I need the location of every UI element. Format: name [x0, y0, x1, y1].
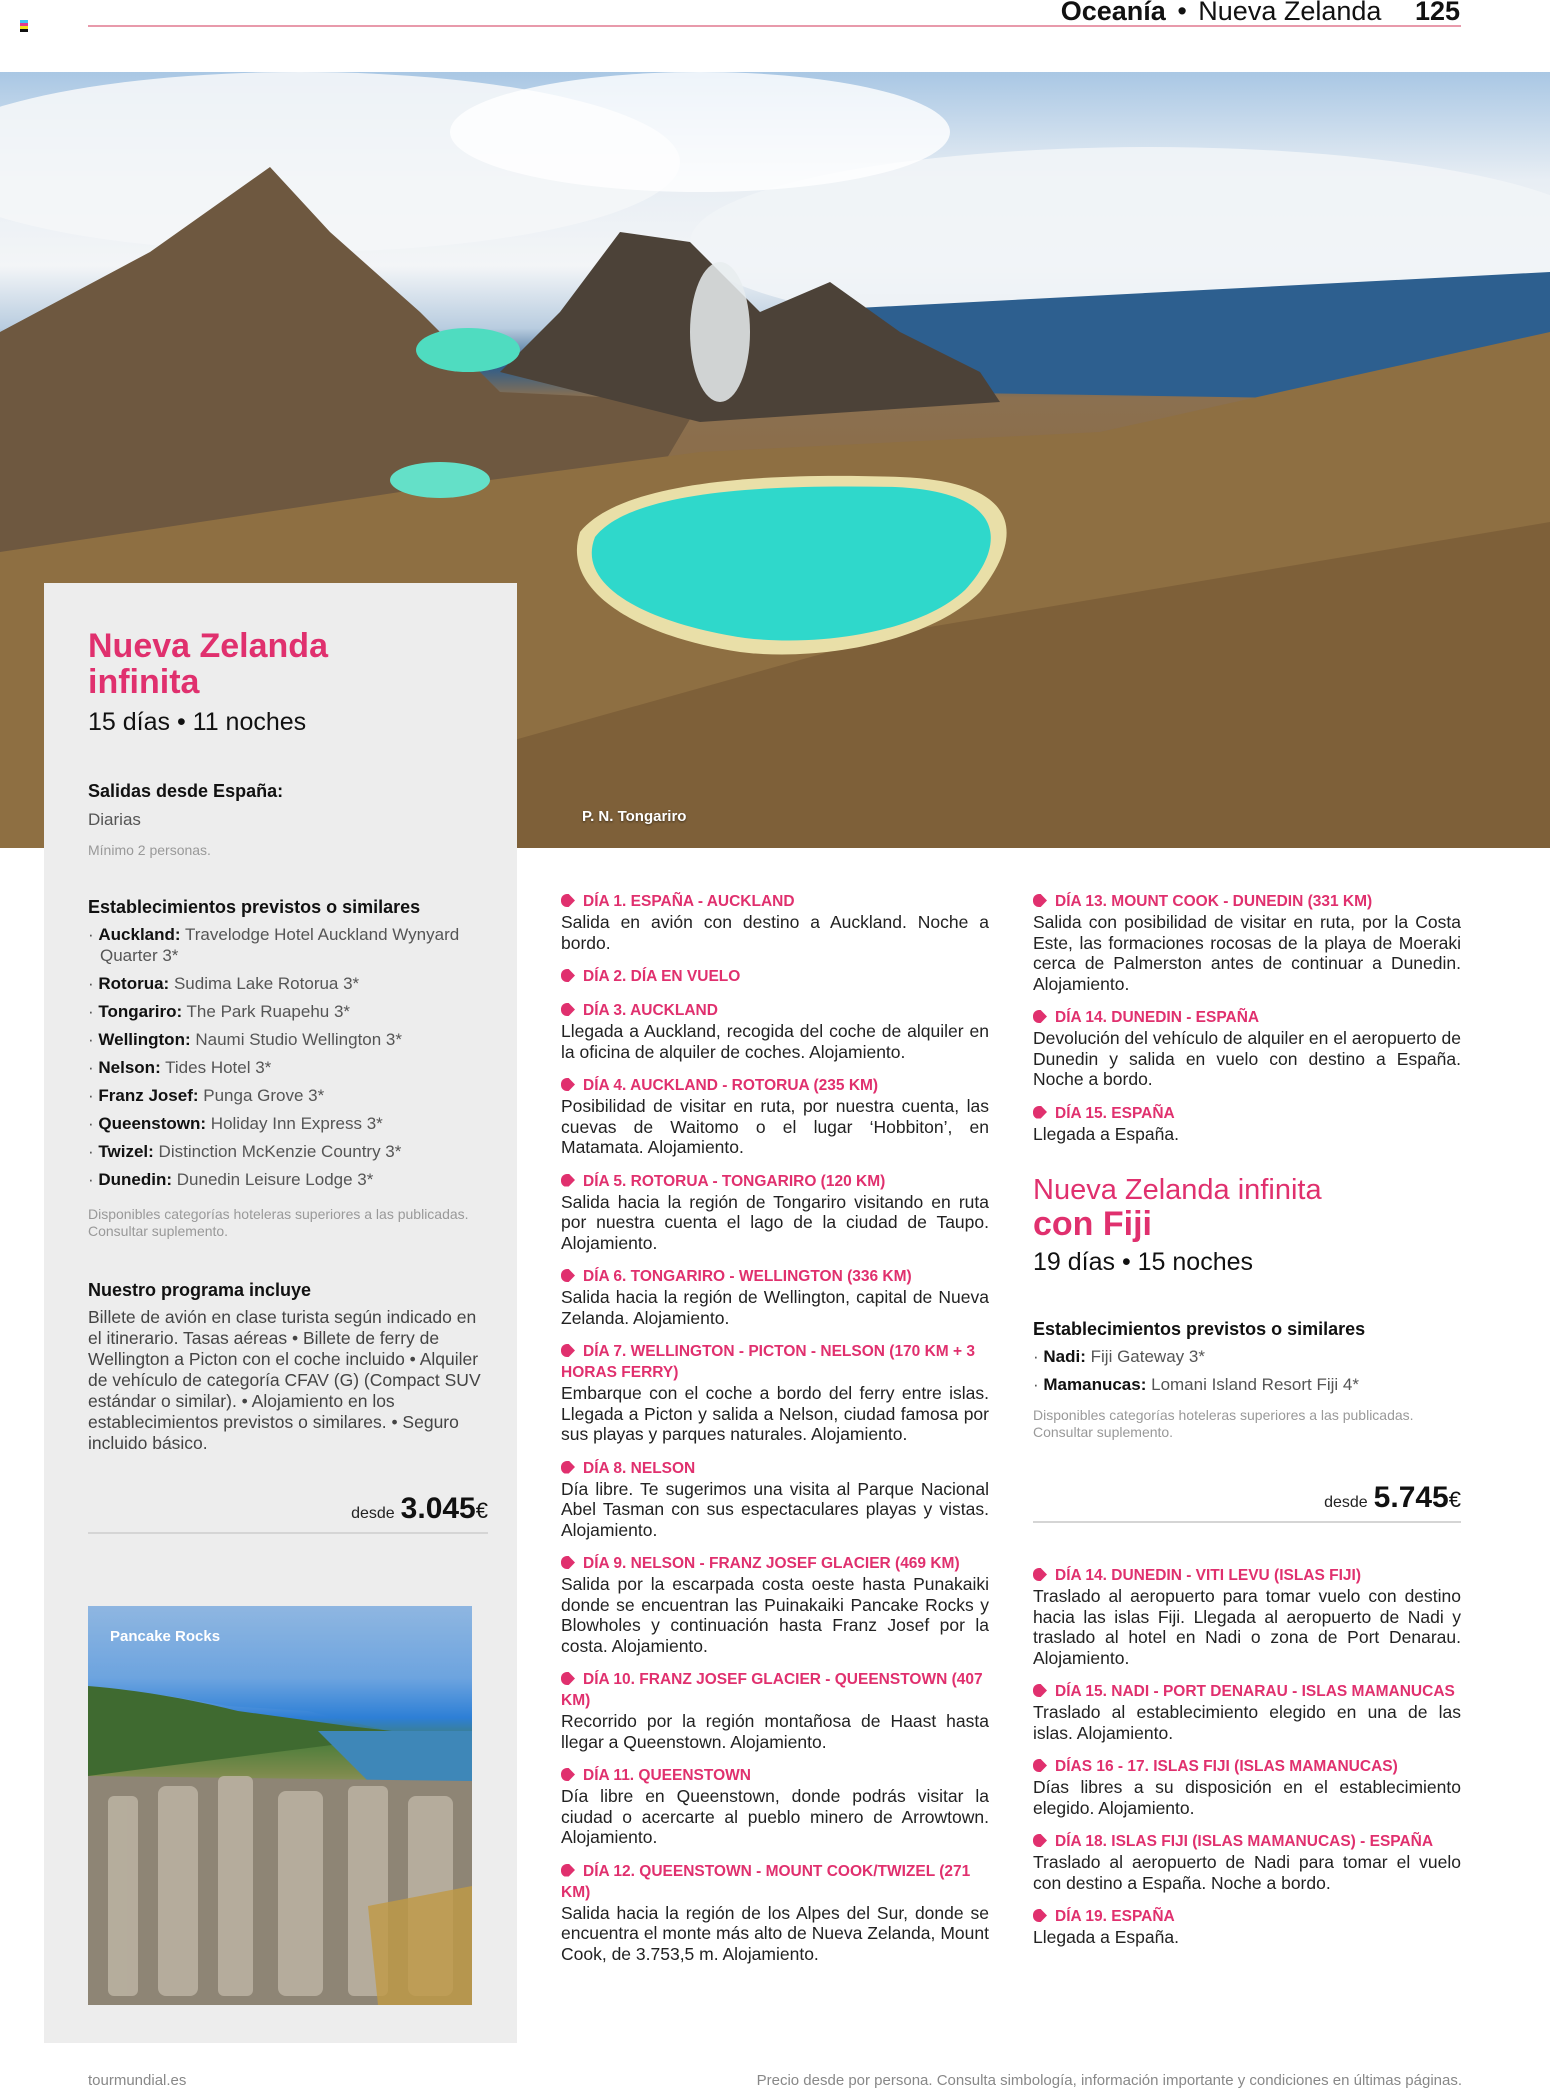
day-description: Llegada a España.	[1033, 1927, 1179, 1947]
day-description: Salida hacia la región de Wellington, capital de Nueva Zelanda. Alojamiento.	[561, 1287, 989, 1328]
itinerary-day	[1033, 1756, 1461, 1818]
fiji-extension	[1033, 1174, 1461, 1948]
itinerary-day	[561, 1765, 989, 1848]
day-description: Día libre en Queenstown, donde podrás visitar la ciudad o acercarte al pueblo minero de Arrowtown. Alojamiento.	[561, 1786, 989, 1847]
day-description: Salida con posibilidad de visitar en ruta, por la Costa Este, las formaciones rocosas de la playa de Moeraki cerca de Palmerston antes de continuar a Dunedin. Alojamiento.	[1033, 912, 1461, 994]
pin-marker-icon	[1033, 1106, 1047, 1119]
hotel-item: · Dunedin: Dunedin Leisure Lodge 3*	[88, 1170, 374, 1189]
day-description: Recorrido por la región montañosa de Haast hasta llegar a Queenstown. Alojamiento.	[561, 1711, 989, 1752]
pin-marker-icon	[561, 1672, 575, 1685]
day-description: Traslado al establecimiento elegido en una de las islas. Alojamiento.	[1033, 1702, 1461, 1743]
day-title: DÍA 11. QUEENSTOWN	[583, 1767, 751, 1784]
day-title: DÍA 5. ROTORUA - TONGARIRO (120 KM)	[583, 1172, 886, 1190]
hotel-item: · Nelson: Tides Hotel 3*	[88, 1058, 272, 1077]
hotel-city: Rotorua:	[98, 974, 170, 993]
pin-marker-icon	[1033, 1568, 1047, 1581]
pin-marker-icon	[1033, 894, 1047, 907]
itinerary-column-2	[1033, 891, 1461, 1961]
day-description: Día libre. Te sugerimos una visita al Parque Nacional Abel Tasman con sus espectaculares playas y vistas. Alojamiento.	[561, 1478, 989, 1540]
pin-marker-icon	[561, 1461, 575, 1474]
price-row	[88, 1492, 488, 1534]
hotel-item: · Twizel: Distinction McKenzie Country 3*	[88, 1142, 402, 1161]
price-currency: €	[475, 1498, 488, 1523]
hotel-city: Mamanucas:	[1043, 1375, 1147, 1394]
footer-website: tourmundial.es	[88, 2072, 187, 2089]
itinerary-day	[561, 891, 989, 953]
itinerary-day	[561, 1266, 989, 1328]
pancake-caption: Pancake Rocks	[110, 1628, 221, 1645]
pin-marker-icon	[561, 969, 575, 982]
itinerary-day	[1033, 1831, 1461, 1893]
trip-title-line1: Nueva Zelanda	[88, 627, 328, 665]
includes-heading: Nuestro programa incluye	[88, 1280, 312, 1300]
pin-marker-icon	[1033, 1684, 1047, 1697]
price-amount: 3.045	[400, 1492, 476, 1525]
fiji-itinerary	[1033, 1565, 1461, 1948]
day-title: DÍA 2. DÍA EN VUELO	[583, 968, 741, 985]
fiji-title-line1: Nueva Zelanda infinita	[1033, 1174, 1322, 1206]
day-title: DÍA 1. ESPAÑA - AUCKLAND	[583, 893, 795, 910]
footer-disclaimer: Precio desde por persona. Consulta simbología, información importante y condiciones en últimas páginas.	[756, 2072, 1462, 2089]
hotel-name: Travelodge Hotel Auckland Wynyard Quarter 3*	[100, 925, 460, 965]
pin-marker-icon	[561, 1864, 575, 1877]
hero-caption: P. N. Tongariro	[582, 808, 687, 825]
price-currency: €	[1448, 1487, 1461, 1512]
fiji-duration: 19 días • 15 noches	[1033, 1248, 1254, 1276]
itinerary-day	[561, 1458, 989, 1541]
hotels-note: Disponibles categorías hoteleras superiores a las publicadas. Consultar suplemento.	[88, 1206, 469, 1239]
hotel-name: Distinction McKenzie Country 3*	[158, 1142, 402, 1161]
fiji-hotel-list	[1033, 1346, 1461, 1395]
price-amount: 5.745	[1373, 1481, 1449, 1514]
day-title: DÍA 9. NELSON - FRANZ JOSEF GLACIER (469 KM)	[583, 1555, 960, 1572]
print-color-marks	[20, 20, 28, 32]
hotel-city: Nadi:	[1043, 1347, 1086, 1366]
pancake-rocks-illustration	[88, 1606, 472, 2005]
hotel-name: Punga Grove 3*	[203, 1086, 325, 1105]
fiji-price-row	[1033, 1481, 1461, 1523]
page-header	[1061, 0, 1460, 27]
day-description: Salida hacia la región de Tongariro visitando en ruta por nuestra cuenta el lago de la ciudad de Taupo. Alojamiento.	[561, 1191, 989, 1253]
day-title: DÍAS 16 - 17. ISLAS FIJI (ISLAS MAMANUCAS)	[1055, 1758, 1398, 1775]
day-title: DÍA 14. DUNEDIN - ESPAÑA	[1055, 1009, 1260, 1026]
hotel-item: · Nadi: Fiji Gateway 3*	[1033, 1347, 1205, 1366]
pin-marker-icon	[1033, 1759, 1047, 1772]
day-description: Llegada a Auckland, recogida del coche de alquiler en la oficina de alquiler de coches. Alojamiento.	[561, 1021, 989, 1062]
day-title: DÍA 3. AUCKLAND	[583, 1002, 718, 1019]
minimum-people-note: Mínimo 2 personas.	[88, 842, 211, 858]
hotel-name: Dunedin Leisure Lodge 3*	[176, 1170, 374, 1189]
fiji-title-line2: con Fiji	[1033, 1205, 1152, 1243]
itinerary-day	[561, 1553, 989, 1656]
itinerary-day	[1033, 1103, 1461, 1145]
price-prefix: desde	[351, 1505, 395, 1522]
trip-title-line2: infinita	[88, 663, 200, 701]
itinerary-day	[561, 1669, 989, 1752]
itinerary-column-1	[561, 891, 989, 1977]
pin-marker-icon	[1033, 1909, 1047, 1922]
itinerary-day	[561, 1000, 989, 1062]
day-description: Salida por la escarpada costa oeste hasta Punakaiki donde se encuentran las Puinakaiki Pancake Rocks y Blowholes y continuación hasta Franz Josef por la costa. Alojamiento.	[561, 1574, 989, 1656]
hotel-item: · Queenstown: Holiday Inn Express 3*	[88, 1114, 383, 1133]
itinerary-day	[561, 966, 989, 987]
itinerary-day	[1033, 891, 1461, 994]
itinerary-day	[561, 1171, 989, 1254]
photo-pancake-rocks	[88, 1606, 472, 2005]
day-description: Salida en avión con destino a Auckland. Noche a bordo.	[561, 912, 989, 953]
day-title: DÍA 13. MOUNT COOK - DUNEDIN (331 KM)	[1055, 893, 1373, 910]
day-title: DÍA 15. ESPAÑA	[1055, 1104, 1175, 1122]
hotels-heading: Establecimientos previstos o similares	[88, 897, 421, 917]
pin-marker-icon	[1033, 1834, 1047, 1847]
itinerary-day	[1033, 1007, 1461, 1090]
day-title: DÍA 18. ISLAS FIJI (ISLAS MAMANUCAS) - ESPAÑA	[1055, 1833, 1434, 1850]
hotel-name: Sudima Lake Rotorua 3*	[173, 974, 360, 993]
day-title: DÍA 10. FRANZ JOSEF GLACIER - QUEENSTOWN (407 KM)	[561, 1671, 983, 1709]
itinerary-day	[561, 1075, 989, 1158]
trip-duration: 15 días • 11 noches	[88, 708, 307, 736]
day-description: Traslado al aeropuerto de Nadi para tomar el vuelo con destino a España. Noche a bordo.	[1033, 1852, 1461, 1893]
hotel-city: Nelson:	[98, 1058, 161, 1077]
day-description: Devolución del vehículo de alquiler en el aeropuerto de Dunedin y salida en vuelo con destino a España. Noche a bordo.	[1033, 1028, 1461, 1089]
day-description: Posibilidad de visitar en ruta, por nuestra cuenta, las cuevas de Waitomo o el lugar ‘Hobbiton’, en Matamata. Alojamiento.	[561, 1096, 989, 1157]
pin-marker-icon	[1033, 1010, 1047, 1023]
day-title: DÍA 7. WELLINGTON - PICTON - NELSON (170 KM + 3 HORAS FERRY)	[561, 1343, 975, 1381]
header-separator: •	[1177, 0, 1187, 26]
hotel-name: Holiday Inn Express 3*	[210, 1114, 383, 1133]
header-region: Oceanía	[1060, 0, 1166, 26]
day-title: DÍA 6. TONGARIRO - WELLINGTON (336 KM)	[583, 1268, 912, 1285]
pin-marker-icon	[561, 1556, 575, 1569]
hotel-city: Queenstown:	[98, 1114, 207, 1133]
hotel-city: Dunedin:	[98, 1170, 173, 1189]
day-description: Días libres a su disposición en el establecimiento elegido. Alojamiento.	[1033, 1777, 1461, 1818]
hotel-city: Tongariro:	[98, 1002, 183, 1021]
day-description: Salida hacia la región de los Alpes del Sur, donde se encuentra el monte más alto de Nueva Zelanda, Mount Cook, de 3.753,5 m. Alojamiento.	[561, 1902, 989, 1964]
includes-text: Billete de avión en clase turista según indicado en el itinerario. Tasas aéreas • Billete de ferry de Wellington a Picton con el coche incluido • Alquiler de vehículo de categoría CFAV (G) (Compact SUV estándar o similar). • Alojamiento en los establecimientos previstos o similares. • Seguro incluido básico.	[88, 1307, 481, 1453]
pin-marker-icon	[561, 1078, 575, 1091]
hotel-name: Lomani Island Resort Fiji 4*	[1151, 1375, 1359, 1394]
hotel-city: Franz Josef:	[98, 1086, 199, 1105]
hotel-city: Auckland:	[98, 925, 181, 944]
departures-label: Salidas desde España:	[88, 781, 284, 801]
hotel-list	[88, 924, 488, 1190]
itinerary-day	[1033, 1681, 1461, 1743]
hotel-item: · Wellington: Naumi Studio Wellington 3*	[88, 1030, 402, 1049]
hotel-item: · Franz Josef: Punga Grove 3*	[88, 1086, 325, 1105]
day-title: DÍA 14. DUNEDIN - VITI LEVU (ISLAS FIJI)	[1055, 1567, 1362, 1584]
day-title: DÍA 19. ESPAÑA	[1055, 1908, 1175, 1925]
hotel-city: Wellington:	[98, 1030, 191, 1049]
hotel-name: The Park Ruapehu 3*	[186, 1002, 351, 1021]
day-title: DÍA 15. NADI - PORT DENARAU - ISLAS MAMANUCAS	[1055, 1683, 1455, 1700]
trip-title	[88, 628, 488, 700]
header-country: Nueva Zelanda	[1198, 0, 1382, 26]
itinerary-day	[1033, 1565, 1461, 1668]
hotel-item: · Mamanucas: Lomani Island Resort Fiji 4*	[1033, 1375, 1359, 1394]
day-description: Llegada a España.	[1033, 1123, 1179, 1144]
price-prefix: desde	[1324, 1494, 1368, 1511]
itinerary-day	[561, 1861, 989, 1965]
day-description: Embarque con el coche a bordo del ferry entre islas. Llegada a Picton y salida a Nelson, ciudad famosa por sus playas y parques naturales. Alojamiento.	[561, 1383, 989, 1444]
hotel-name: Fiji Gateway 3*	[1090, 1347, 1205, 1366]
day-title: DÍA 8. NELSON	[583, 1459, 696, 1477]
day-title: DÍA 4. AUCKLAND - ROTORUA (235 KM)	[583, 1077, 879, 1094]
pin-marker-icon	[561, 1174, 575, 1187]
pin-marker-icon	[561, 1344, 575, 1357]
hotel-item: · Rotorua: Sudima Lake Rotorua 3*	[88, 974, 360, 993]
day-description: Traslado al aeropuerto para tomar vuelo con destino hacia las islas Fiji. Llegada al aeropuerto de Nadi y traslado al hotel en Nadi o zona de Port Denarau. Alojamiento.	[1033, 1586, 1461, 1668]
hotel-name: Naumi Studio Wellington 3*	[195, 1030, 402, 1049]
fiji-hotels-note: Disponibles categorías hoteleras superiores a las publicadas. Consultar suplemento.	[1033, 1407, 1414, 1440]
hotel-city: Twizel:	[98, 1142, 154, 1161]
hotel-name: Tides Hotel 3*	[165, 1058, 272, 1077]
hotel-item: · Auckland: Travelodge Hotel Auckland Wynyard Quarter 3*	[88, 925, 460, 965]
pin-marker-icon	[561, 1768, 575, 1781]
pin-marker-icon	[561, 1269, 575, 1282]
day-title: DÍA 12. QUEENSTOWN - MOUNT COOK/TWIZEL (271 KM)	[561, 1862, 971, 1901]
hotel-item: · Tongariro: The Park Ruapehu 3*	[88, 1002, 351, 1021]
itinerary-day	[561, 1341, 989, 1445]
page-number: 125	[1414, 0, 1460, 26]
itinerary-day	[1033, 1906, 1461, 1948]
pin-marker-icon	[561, 894, 575, 907]
pin-marker-icon	[561, 1003, 575, 1016]
departures-value: Diarias	[88, 810, 141, 829]
fiji-hotels-heading: Establecimientos previstos o similares	[1033, 1319, 1366, 1339]
